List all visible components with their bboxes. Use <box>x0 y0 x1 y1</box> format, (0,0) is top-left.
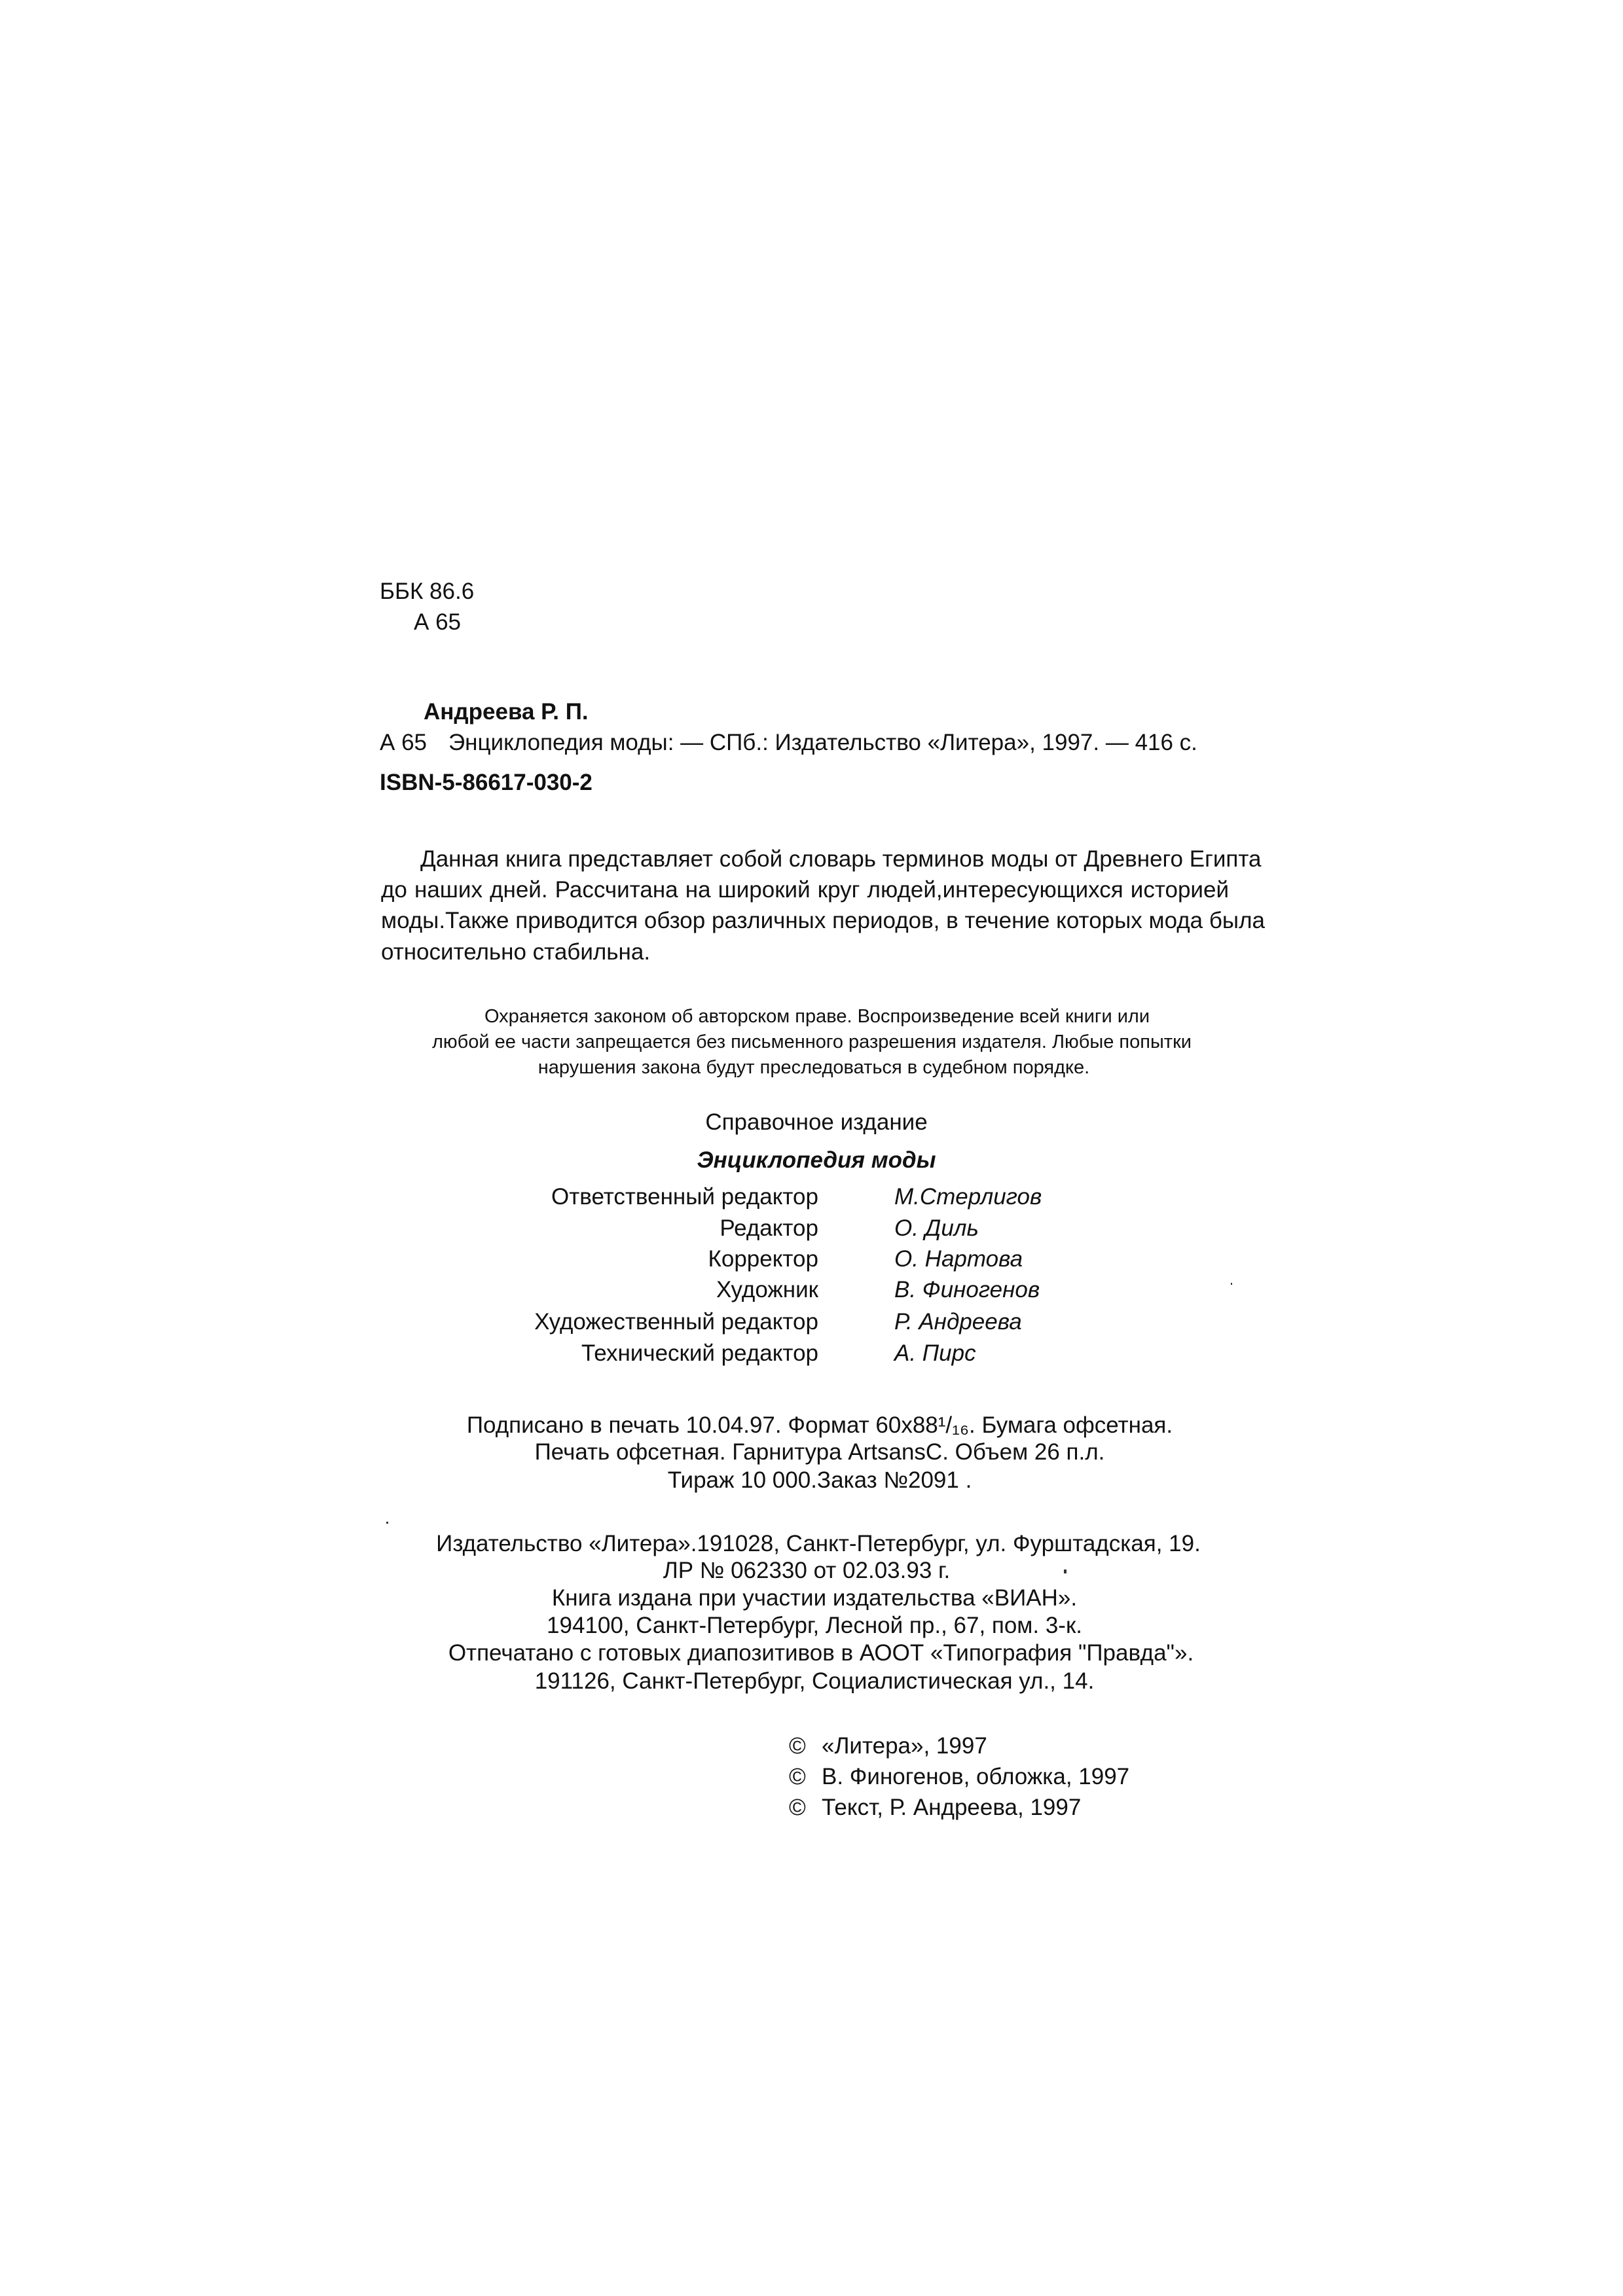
print-info-line: Печать офсетная. Гарнитура ArtsansC. Объем 26 п.л. <box>534 1439 1105 1465</box>
publisher-info-line: Издательство «Литера».191028, Санкт-Петербург, ул. Фурштадская, 19. <box>436 1531 1201 1556</box>
publisher-info-line: ЛР № 062330 от 02.03.93 г. <box>663 1558 951 1583</box>
annotation-line: до наших дней. Рассчитана на широкий круг людей,интересующихся историей <box>381 877 1229 903</box>
copyright-symbol: © <box>789 1795 806 1820</box>
scan-speck <box>386 1522 388 1524</box>
credit-role: Художник <box>716 1277 818 1302</box>
print-info-line: Подписано в печать 10.04.97. Формат 60x88¹/₁₆. Бумага офсетная. <box>466 1412 1173 1438</box>
credit-role: Ответственный редактор <box>551 1184 818 1210</box>
copyright-line: «Литера», 1997 <box>822 1733 987 1759</box>
credit-name: М.Стерлигов <box>894 1184 1042 1210</box>
isbn: ISBN-5-86617-030-2 <box>380 770 593 795</box>
copyright-notice-line: любой ее части запрещается без письменного разрешения издателя. Любые попытки <box>432 1031 1192 1052</box>
credit-role: Технический редактор <box>581 1340 818 1366</box>
publisher-info-line: Книга издана при участии издательства «ВИАН». <box>551 1585 1078 1611</box>
credit-name: Р. Андреева <box>894 1309 1022 1335</box>
scan-speck <box>1231 1283 1232 1285</box>
copyright-symbol: © <box>789 1764 806 1789</box>
annotation-line: относительно стабильна. <box>381 939 651 965</box>
bibliography-entry: Энциклопедия моды: — СПб.: Издательство «Литера», 1997. — 416 с. <box>448 730 1197 755</box>
credit-name: О. Диль <box>894 1215 979 1241</box>
credit-role: Редактор <box>720 1215 818 1241</box>
bibliography-mark: А 65 <box>380 730 427 755</box>
bbk-code: ББК 86.6 <box>380 579 475 604</box>
credit-role: Художественный редактор <box>534 1309 818 1335</box>
credit-role: Корректор <box>708 1246 818 1272</box>
annotation-line: Данная книга представляет собой словарь терминов моды от Древнего Египта <box>420 846 1262 872</box>
credit-name: О. Нартова <box>894 1246 1023 1272</box>
scan-speck <box>1064 1570 1067 1573</box>
author-mark: А 65 <box>414 609 461 635</box>
copyright-notice-line: Охраняется законом об авторском праве. Воспроизведение всей книги или <box>484 1006 1150 1027</box>
publisher-info-line: Отпечатано с готовых диапозитивов в АООТ «Типография "Правда"». <box>448 1640 1194 1666</box>
author-name: Андреева Р. П. <box>424 699 589 725</box>
copyright-symbol: © <box>789 1733 806 1759</box>
print-info-line: Тираж 10 000.Заказ №2091 . <box>667 1467 972 1493</box>
credit-name: А. Пирс <box>894 1340 976 1366</box>
annotation-line: моды.Также приводится обзор различных периодов, в течение которых мода была <box>381 908 1265 933</box>
copyright-line: В. Финогенов, обложка, 1997 <box>822 1764 1130 1789</box>
book-title: Энциклопедия моды <box>697 1147 936 1173</box>
copyright-notice-line: нарушения закона будут преследоваться в судебном порядке. <box>538 1057 1090 1078</box>
publisher-info-line: 194100, Санкт-Петербург, Лесной пр., 67, пом. 3-к. <box>547 1613 1082 1638</box>
copyright-line: Текст, Р. Андреева, 1997 <box>822 1795 1082 1820</box>
credit-name: В. Финогенов <box>894 1277 1040 1302</box>
edition-type: Справочное издание <box>705 1109 928 1135</box>
publisher-info-line: 191126, Санкт-Петербург, Социалистическая ул., 14. <box>534 1668 1095 1694</box>
